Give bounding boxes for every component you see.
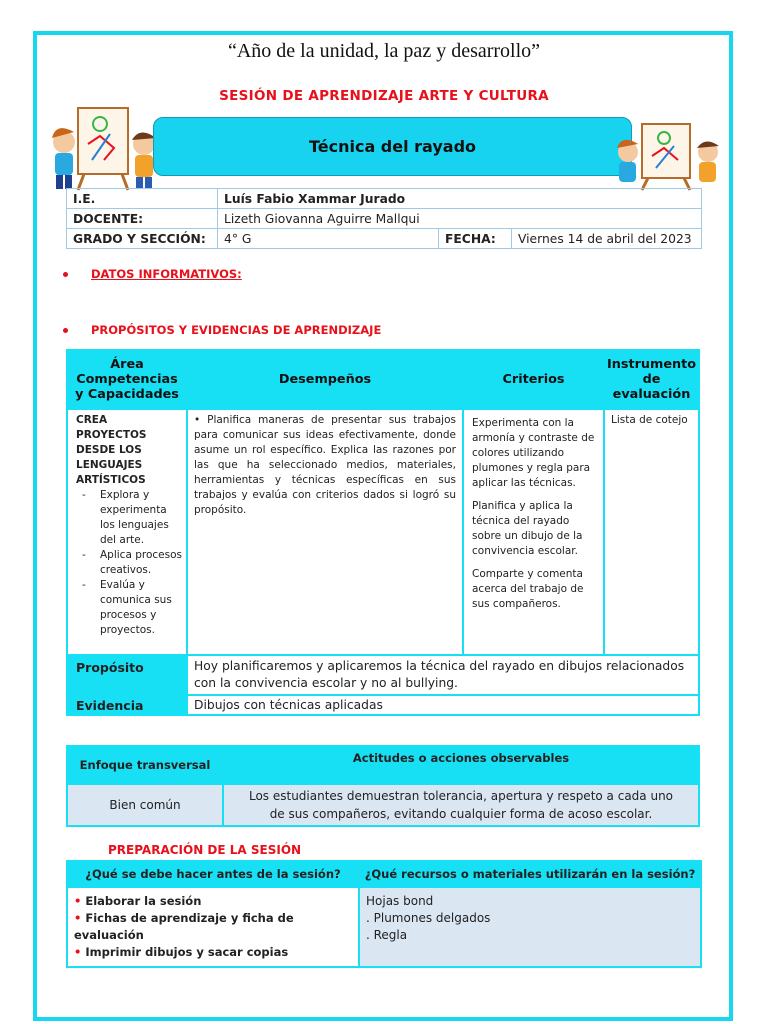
list-item: - Evalúa y comunica sus procesos y proyectos. (76, 578, 182, 638)
header-antes: ¿Qué se debe hacer antes de la sesión? (67, 861, 359, 887)
motto: “Año de la unidad, la paz y desarrollo” (227, 40, 541, 62)
kids-painting-left-icon (44, 104, 164, 192)
header-desempenos: Desempeños (187, 350, 463, 409)
fecha-value: Viernes 14 de abril del 2023 (512, 229, 702, 249)
antes-cell (67, 887, 359, 967)
header-recursos: ¿Qué recursos o materiales utilizarán en la sesión? (359, 861, 701, 887)
header-instrumento: Instrumento de evaluación (604, 350, 699, 409)
competencia-title: CREA PROYECTOS DESDE LOS LENGUAJES ARTÍSTICOS (76, 414, 147, 486)
criterio-item: Planifica y aplica la técnica del rayado sobre un dibujo de la convivencia escolar. (472, 500, 583, 557)
header-criterios: Criterios (463, 350, 604, 409)
grado-value: 4° G (218, 229, 439, 249)
actitudes-value: Los estudiantes demuestran tolerancia, apertura y respeto a cada uno de sus compañeros, evitando cualquier forma de acoso escolar. (223, 784, 699, 826)
bullet-icon (63, 272, 68, 277)
desempeno-cell: • Planifica maneras de presentar sus trabajos para comunicar sus ideas efectivamente, donde asume un rol específico. Explica las razones por las que ha seleccionado medios, materiales, herramientas y técnicas específicas en sus trabajos y evalúa con criterios dados si logró su propósito. (187, 409, 463, 655)
info-table (66, 188, 702, 249)
grado-label: GRADO Y SECCIÓN: (67, 229, 218, 249)
list-item: • Elaborar la sesión (74, 894, 202, 908)
list-item: • Imprimir dibujos y sacar copias (74, 945, 289, 959)
desempeno-text: Planifica maneras de presentar sus trabajos para comunicar sus ideas efectivamente, donde asume un rol específico. Explica las razones por las que ha seleccionado medios, materiales, herramientas y técnicas específicas en sus trabajos y evalúa con criterios dados si logró su propósito. (194, 414, 456, 516)
header-area: Área Competencias y Capacidades (67, 350, 187, 409)
kids-painting-right-icon (608, 122, 728, 192)
ie-label: I.E. (67, 189, 218, 209)
evidencia-label: Evidencia (67, 695, 187, 715)
fecha-label: FECHA: (439, 229, 512, 249)
criterio-item: Comparte y comenta acerca del trabajo de sus compañeros. (472, 568, 584, 610)
enfoque-value: Bien común (67, 784, 223, 826)
ie-value: Luís Fabio Xammar Jurado (218, 189, 702, 209)
list-item: - Explora y experimenta los lenguajes del arte. (76, 488, 182, 548)
proposito-value: Hoy planificaremos y aplicaremos la técnica del rayado en dibujos relacionados con la convivencia escolar y no al bullying. (187, 655, 699, 695)
propositos-heading: PROPÓSITOS Y EVIDENCIAS DE APRENDIZAJE (91, 323, 382, 337)
enfoque-table (66, 745, 700, 827)
session-title: Técnica del rayado (308, 137, 477, 156)
datos-heading: DATOS INFORMATIVOS: (91, 267, 242, 281)
competencia-cell (67, 409, 187, 655)
propositos-table (66, 349, 700, 716)
header-actitudes: Actitudes o acciones observables (223, 746, 699, 784)
docente-label: DOCENTE: (67, 209, 218, 229)
list-item: . Regla (366, 928, 408, 942)
bullet-icon (63, 328, 68, 333)
capacidades-list (76, 488, 182, 638)
criterio-item: Experimenta con la armonía y contraste de colores utilizando plumones y regla para aplicar las técnicas. (472, 417, 595, 489)
list-item: Hojas bond (366, 894, 434, 908)
subject-title: SESIÓN DE APRENDIZAJE ARTE Y CULTURA (219, 88, 549, 104)
docente-value: Lizeth Giovanna Aguirre Mallqui (218, 209, 702, 229)
header-enfoque: Enfoque transversal (67, 746, 223, 784)
list-item: . Plumones delgados (366, 911, 491, 925)
session-title-box (153, 117, 632, 176)
list-item: - Aplica procesos creativos. (76, 548, 182, 578)
list-item: • Fichas de aprendizaje y ficha de evaluación (74, 911, 294, 942)
proposito-label: Propósito (67, 655, 187, 695)
recursos-cell (359, 887, 701, 967)
instrumento-cell: Lista de cotejo (604, 409, 699, 655)
criterios-cell (463, 409, 604, 655)
evidencia-value: Dibujos con técnicas aplicadas (187, 695, 699, 715)
preparacion-heading: PREPARACIÓN DE LA SESIÓN (108, 843, 302, 857)
preparacion-table (66, 860, 702, 968)
